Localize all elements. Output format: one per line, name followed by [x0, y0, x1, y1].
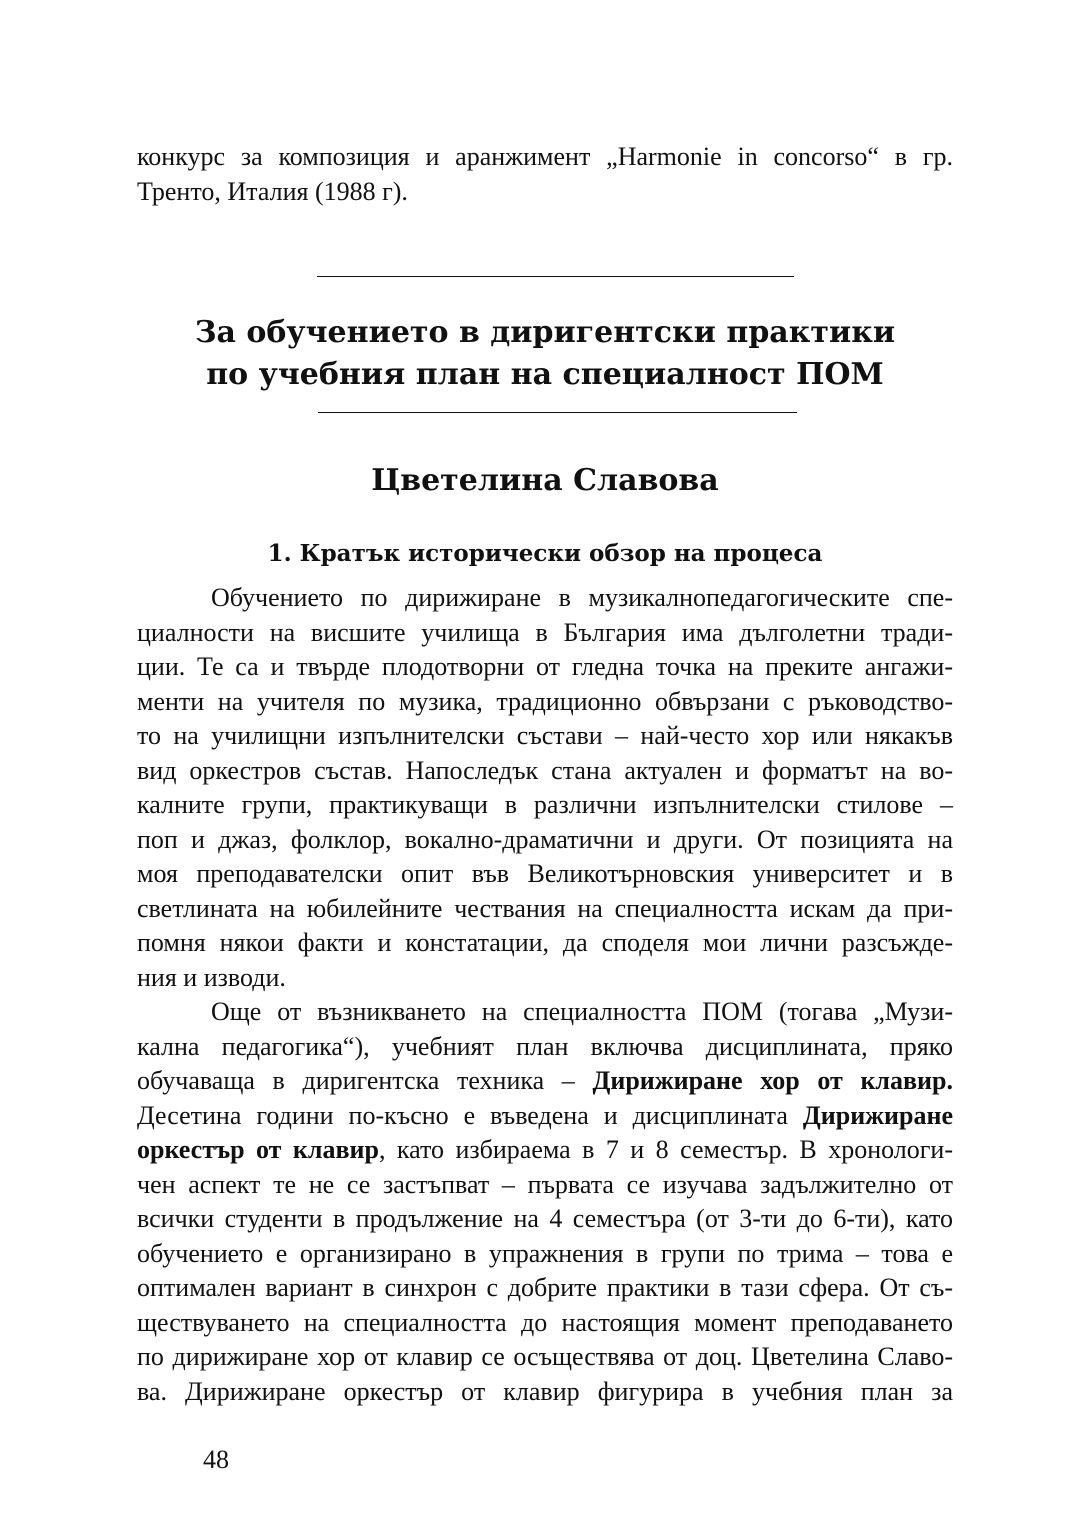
- title-line-1: За обучението в диригентски практики: [194, 315, 896, 350]
- title-top-rule: [317, 276, 794, 277]
- paragraph-line: обучението е организирано в упражнения в групи по трима – това е: [137, 1238, 953, 1268]
- bold-course-name: оркестър от клавир: [137, 1135, 379, 1164]
- paragraph-line: Още от възникването на специалността ПОМ (тогава „Музи-: [211, 997, 953, 1026]
- title-line-2: по учебния план на специалност ПОМ: [206, 357, 884, 392]
- article-title: [137, 312, 953, 396]
- paragraph-line: циалности на висшите училища в България има дълголетни тради-: [137, 617, 953, 647]
- paragraph-line: светлината на юбилейните чествания на специалността искам да при-: [137, 893, 953, 923]
- intro-text: [137, 140, 953, 209]
- page-number: 48: [203, 1445, 229, 1474]
- text-run: обучаваща в диригентска техника –: [137, 1066, 593, 1095]
- paragraph-line: кална педагогика“), учебният план включва дисциплината, пряко: [137, 1031, 953, 1061]
- paragraph-2: [137, 995, 953, 1409]
- paragraph-line: вид оркестров състав. Напоследък стана актуален и форматът на во-: [137, 755, 953, 785]
- bold-course-name: Дирижиране хор от клавир.: [592, 1066, 953, 1095]
- paragraph-line: то на училищни изпълнителски състави – най-често хор или някакъв: [137, 721, 953, 750]
- bold-course-name: Дирижиране: [802, 1100, 953, 1130]
- paragraph-line: чен аспект те не се застъпват – първата се изучава задължително от: [137, 1169, 953, 1199]
- title-bottom-rule: [318, 412, 797, 413]
- text-run: Десетина години по-късно е въведена и дисциплината: [137, 1100, 803, 1130]
- paragraph-line: поп и джаз, фолклор, вокално-драматични и други. От позицията на: [137, 824, 953, 854]
- intro-line-1: конкурс за композиция и аранжимент „Harmonie in concorso“ в гр.: [137, 142, 953, 171]
- paragraph-line: [137, 1099, 953, 1134]
- text-run: , като избираема в 7 и 8 семестър. В хронологи-: [378, 1135, 954, 1164]
- paragraph-line: калните групи, практикуващи в различни изпълнителски стилове –: [137, 790, 953, 819]
- paragraph-1: [137, 581, 953, 995]
- intro-line-2: Тренто, Италия (1988 г).: [137, 176, 408, 206]
- paragraph-line: Обучението по дирижиране в музикалнопедагогическите спе-: [211, 583, 953, 612]
- paragraph-line: менти на учителя по музика, традиционно обвързани с ръководство-: [137, 686, 953, 716]
- paragraph-line: [137, 1133, 953, 1168]
- paragraph-line: по дирижиране хор от клавир се осъществява от доц. Цветелина Славо-: [137, 1342, 953, 1371]
- paragraph-line: ществуването на специалността до настоящия момент преподаването: [137, 1307, 953, 1337]
- paragraph-line: моя преподавателски опит във Великотърновския университет и в: [137, 859, 953, 888]
- paragraph-line: помня някои факти и констатации, да споделя мои лични разсъжде-: [137, 928, 953, 957]
- paragraph-line: ва. Дирижиране оркестър от клавир фигурира в учебния план за: [137, 1376, 953, 1406]
- paragraph-line: [137, 1064, 953, 1099]
- paragraph-line: всички студенти в продължение на 4 семестъра (от 3-ти до 6-ти), като: [137, 1204, 953, 1233]
- section-heading: 1. Кратък исторически обзор на процеса: [267, 540, 823, 567]
- author-name: Цветелина Славова: [371, 463, 719, 498]
- paragraph-line: ния и изводи.: [137, 962, 286, 992]
- paragraph-line: оптимален вариант в синхрон с добрите практики в тази сфера. От съ-: [137, 1273, 953, 1302]
- article-body: [137, 581, 953, 1409]
- paragraph-line: ции. Те са и твърде плодотворни от гледна точка на преките ангажи-: [137, 652, 953, 681]
